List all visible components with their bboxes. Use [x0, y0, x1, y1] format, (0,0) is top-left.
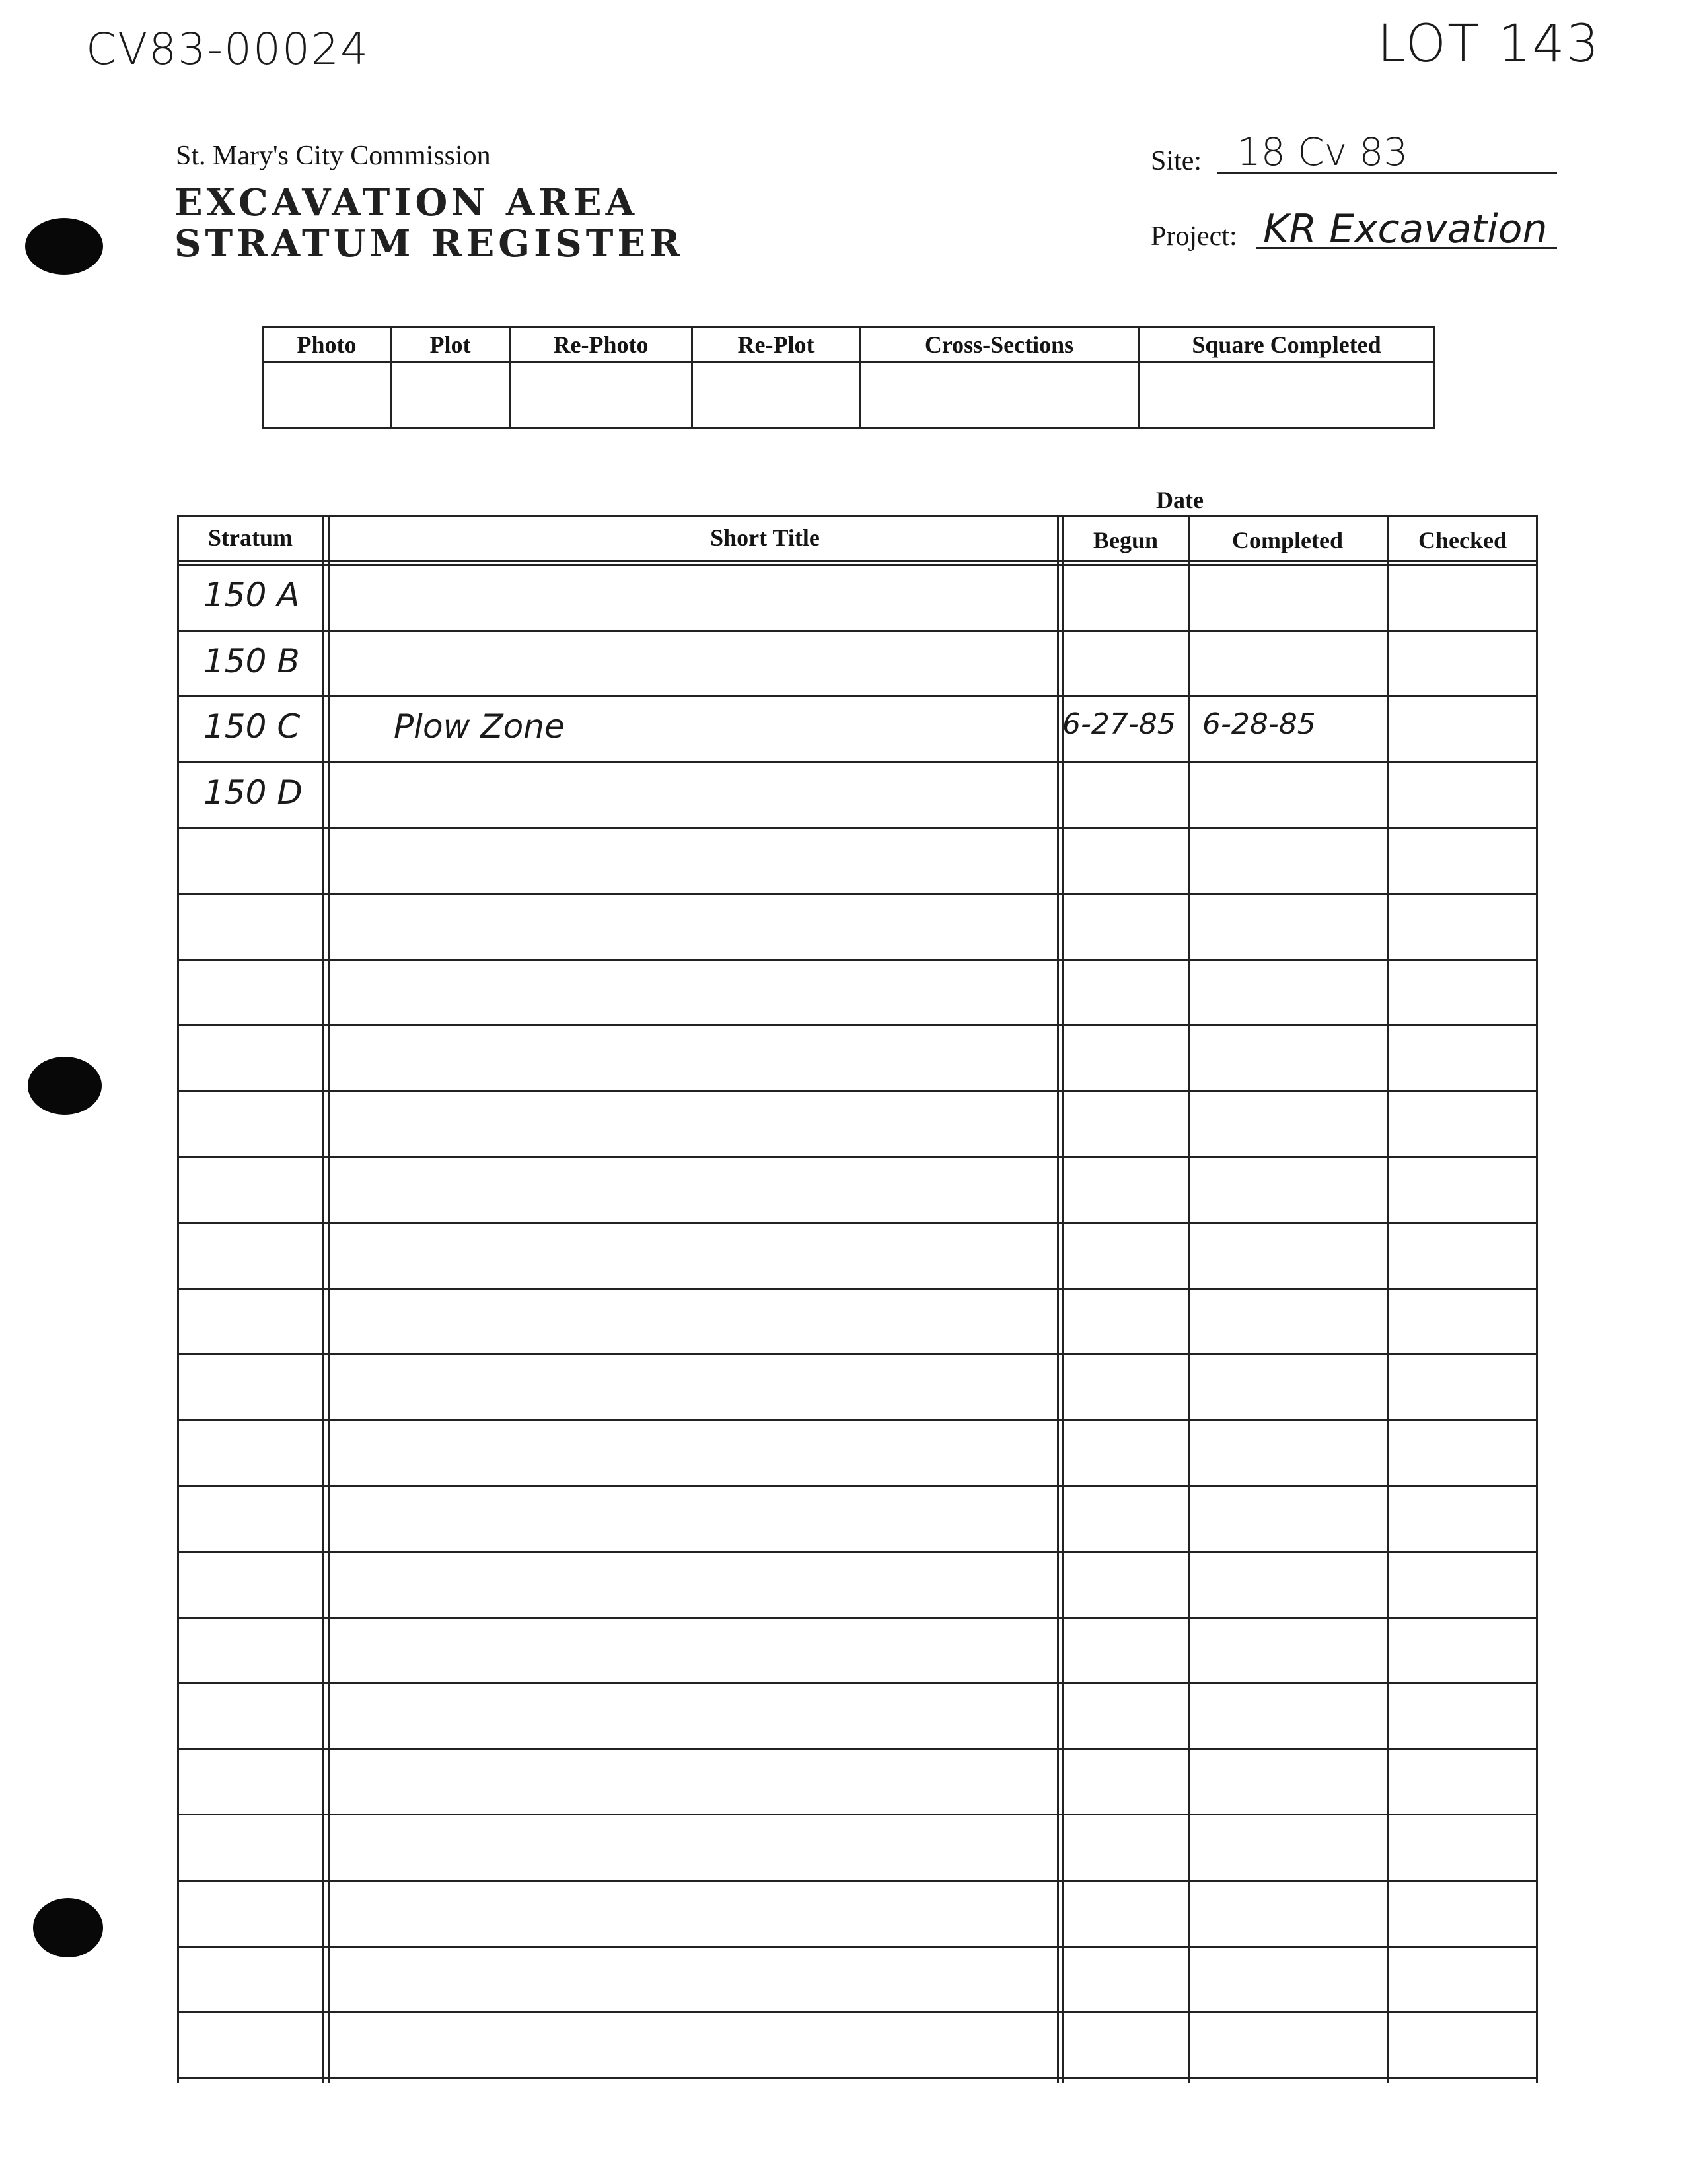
status-cell-square-completed[interactable]: [1139, 363, 1435, 429]
register-cell-completed[interactable]: 6-28-85: [1202, 707, 1316, 741]
register-row-rule: [177, 1090, 1538, 1092]
register-row-rule: [177, 1024, 1538, 1026]
register-row-rule: [177, 1617, 1538, 1619]
header-completed: Completed: [1232, 527, 1343, 553]
punch-hole: [25, 218, 103, 275]
register-cell-stratum[interactable]: 150 C: [203, 707, 301, 746]
register-cell-begun[interactable]: 6-27-85: [1062, 707, 1176, 741]
register-row-rule: [177, 1288, 1538, 1290]
register-row-rule: [177, 564, 1538, 566]
site-label: Site:: [1151, 146, 1202, 176]
punch-hole: [33, 1898, 103, 1957]
register-row-rule: [177, 1156, 1538, 1158]
register-row-rule: [177, 1419, 1538, 1421]
register-row-rule: [177, 827, 1538, 829]
status-header-re-plot: Re-Plot: [692, 328, 860, 363]
register-row-rule: [177, 1222, 1538, 1224]
form-title-line-2: STRATUM REGISTER: [174, 222, 684, 265]
header-stratum: Stratum: [208, 524, 293, 551]
register-column-rule: [328, 515, 330, 2083]
register-column-rule: [1387, 515, 1389, 2083]
register-row-rule: [177, 695, 1538, 697]
register-row-rule: [177, 1485, 1538, 1487]
register-cell-stratum[interactable]: 150 B: [203, 642, 300, 680]
header-begun: Begun: [1093, 527, 1159, 553]
status-header-square-completed: Square Completed: [1139, 328, 1435, 363]
lot-number-annotation: LOT 143: [1377, 15, 1601, 74]
header-checked: Checked: [1418, 527, 1507, 553]
punch-hole: [28, 1057, 102, 1115]
stratum-register-table: [177, 515, 1538, 2083]
register-row-rule: [177, 1682, 1538, 1684]
status-cell-photo[interactable]: [263, 363, 391, 429]
header-short-title: Short Title: [710, 524, 820, 551]
register-column-rule: [1057, 515, 1059, 2083]
register-row-rule: [177, 1748, 1538, 1750]
status-header-cross-sections: Cross-Sections: [860, 328, 1139, 363]
status-header-plot: Plot: [391, 328, 510, 363]
register-row-rule: [177, 1880, 1538, 1882]
document-id-annotation: CV83-00024: [86, 24, 369, 75]
register-cell-short-title[interactable]: Plow Zone: [394, 707, 565, 746]
register-column-rule: [1062, 515, 1064, 2083]
register-column-rule: [322, 515, 324, 2083]
register-column-rule: [1188, 515, 1190, 2083]
site-field-value[interactable]: 18 Cv 83: [1237, 129, 1408, 174]
register-row-rule: [177, 1814, 1538, 1815]
register-row-rule: [177, 560, 1538, 562]
register-row-rule: [177, 959, 1538, 961]
register-row-rule: [177, 1946, 1538, 1948]
register-column-rule: [1536, 515, 1538, 2083]
project-label: Project:: [1151, 221, 1237, 252]
register-cell-stratum[interactable]: 150 D: [203, 773, 303, 812]
register-row-rule: [177, 630, 1538, 632]
register-row-rule: [177, 893, 1538, 895]
register-column-rule: [177, 515, 179, 2083]
status-checklist-table: [262, 326, 1435, 429]
status-header-re-photo: Re-Photo: [510, 328, 692, 363]
status-header-photo: Photo: [263, 328, 391, 363]
project-field-value[interactable]: KR Excavation: [1263, 206, 1548, 252]
register-row-rule: [177, 515, 1538, 517]
status-cell-re-plot[interactable]: [692, 363, 860, 429]
register-row-rule: [177, 1353, 1538, 1355]
register-row-rule: [177, 761, 1538, 763]
status-cell-cross-sections[interactable]: [860, 363, 1139, 429]
status-cell-plot[interactable]: [391, 363, 510, 429]
date-group-label: Date: [1156, 487, 1204, 513]
register-cell-stratum[interactable]: 150 A: [203, 576, 300, 614]
form-title-line-1: EXCAVATION AREA: [174, 181, 639, 225]
commission-name: St. Mary's City Commission: [176, 141, 491, 171]
register-row-rule: [177, 2077, 1538, 2079]
register-row-rule: [177, 1551, 1538, 1553]
register-row-rule: [177, 2011, 1538, 2013]
status-cell-re-photo[interactable]: [510, 363, 692, 429]
